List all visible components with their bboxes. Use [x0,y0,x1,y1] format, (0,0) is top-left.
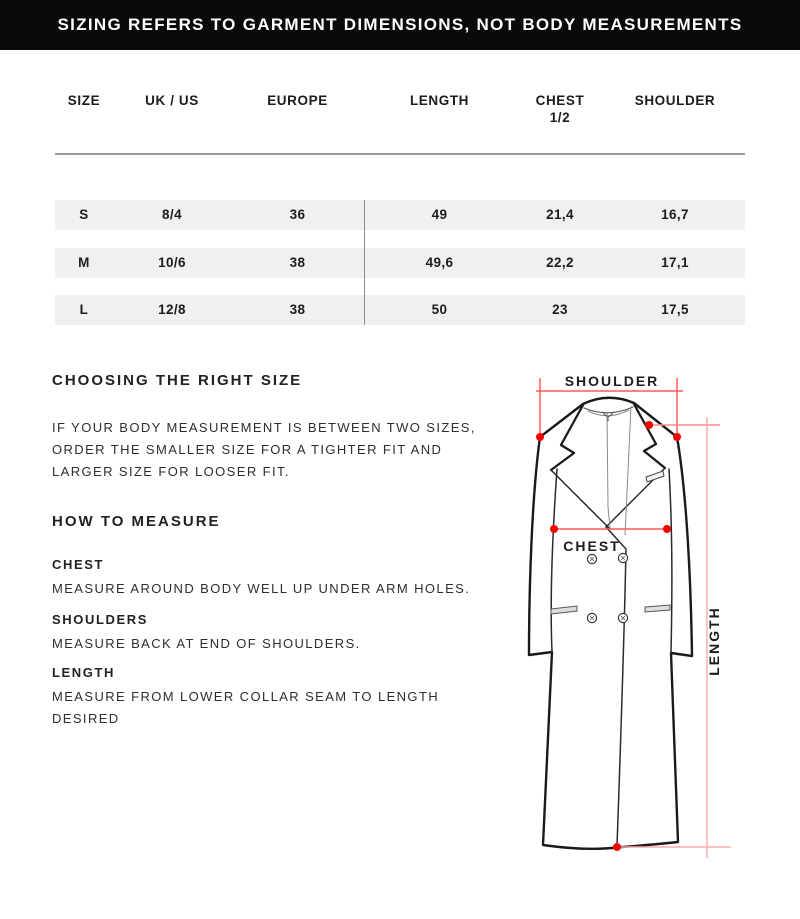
sizing-notice-text: SIZING REFERS TO GARMENT DIMENSIONS, NOT BODY MEASUREMENTS [57,15,743,34]
coat-measurement-diagram [498,360,760,919]
column-header-shoulder: SHOULDER [634,93,716,108]
shoulder-dot-left [536,433,544,441]
hem-dot [613,843,621,851]
choosing-size-line-3: LARGER SIZE FOR LOOSER FIT. [52,464,290,479]
cell-size: L [79,302,89,317]
cell-europe: 38 [289,302,306,317]
table-vertical-divider [364,200,365,325]
sizing-notice-banner [0,0,800,50]
measure-term-chest: CHEST [52,557,105,572]
chest-dot-right [663,525,671,533]
choosing-size-title: CHOOSING THE RIGHT SIZE [52,372,303,389]
measure-desc-chest: MEASURE AROUND BODY WELL UP UNDER ARM HOLES. [52,581,471,596]
cell-shoulder: 17,5 [661,302,689,317]
length-diagram-label: LENGTH [706,606,722,676]
cell-length: 50 [431,302,448,317]
column-header-ukus: UK / US [145,93,199,108]
column-header-chest: CHEST 1/2 [515,92,605,126]
measure-desc-length-1: MEASURE FROM LOWER COLLAR SEAM TO LENGTH [52,689,440,704]
measure-term-length: LENGTH [52,665,116,680]
cell-shoulder: 17,1 [661,255,689,270]
shoulder-dot-right [673,433,681,441]
cell-chest: 21,4 [546,207,574,222]
cell-length: 49,6 [425,255,454,270]
chest-dot-left [550,525,558,533]
cell-chest: 23 [552,302,568,317]
measure-term-shoulders: SHOULDERS [52,612,149,627]
cell-ukus: 12/8 [158,302,186,317]
column-header-chest-sub: 1/2 [549,110,571,125]
how-to-measure-title: HOW TO MEASURE [52,513,221,530]
header-divider-line [55,153,745,155]
cell-size: S [79,207,89,222]
cell-length: 49 [431,207,448,222]
cell-shoulder: 16,7 [661,207,689,222]
cell-chest: 22,2 [546,255,574,270]
button-top-right [618,553,627,562]
choosing-size-line-1: IF YOUR BODY MEASUREMENT IS BETWEEN TWO SIZES, [52,420,476,435]
collar-seam-dot [645,421,653,429]
shoulder-diagram-label: SHOULDER [564,373,660,389]
column-header-length: LENGTH [409,93,470,108]
chest-diagram-label: CHEST [563,538,621,554]
column-header-europe: EUROPE [267,93,328,108]
choosing-size-line-2: ORDER THE SMALLER SIZE FOR A TIGHTER FIT AND [52,442,443,457]
cell-europe: 38 [289,255,306,270]
table-row-l [55,295,745,325]
cell-ukus: 8/4 [162,207,182,222]
button-bottom-left [587,613,596,622]
table-row-m [55,248,745,278]
cell-ukus: 10/6 [158,255,186,270]
measure-desc-shoulders: MEASURE BACK AT END OF SHOULDERS. [52,636,361,651]
button-top-left [587,554,596,563]
cell-europe: 36 [289,207,306,222]
coat-outline [529,398,692,849]
size-table-header [55,92,745,126]
measure-desc-length-2: DESIRED [52,711,120,726]
column-header-size: SIZE [67,93,101,108]
table-row-s [55,200,745,230]
button-bottom-right [618,613,627,622]
cell-size: M [78,255,90,270]
